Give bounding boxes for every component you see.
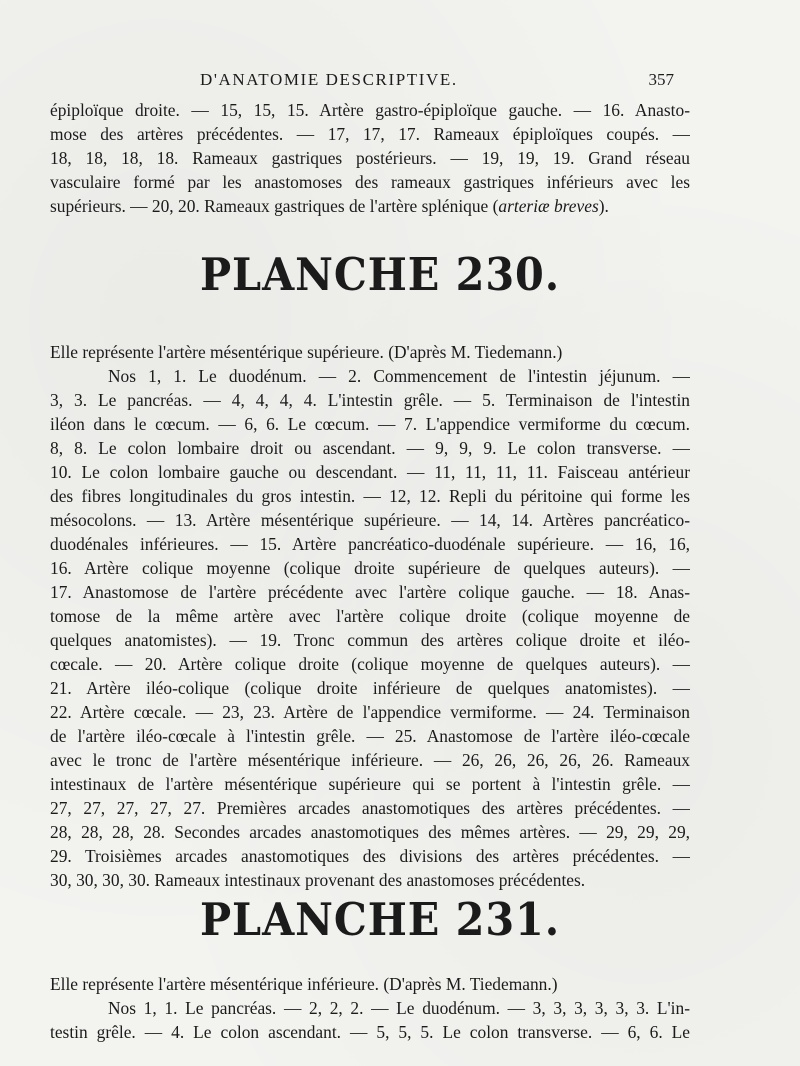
plate-230-line: iléon dans le cœcum. — 6, 6. Le cœcum. — 7. L'appendice vermiforme du cœcum.	[50, 414, 690, 434]
plate-230-heading: PLANCHE 230.	[200, 248, 561, 301]
plate-230-intro: Elle représente l'artère mésentérique supérieure. (D'après M. Tiedemann.)	[50, 342, 563, 362]
plate-230-line: 10. Le colon lombaire gauche ou descendant. — 11, 11, 11, 11. Faisceau antérieur	[50, 462, 690, 482]
plate-230-line: duodénales inférieures. — 15. Artère pancréatico-duodénale supérieure. — 16, 16,	[50, 534, 690, 554]
continuation-line: 18, 18, 18, 18. Rameaux gastriques postérieurs. — 19, 19, 19. Grand réseau	[50, 148, 690, 168]
plate-230-line: 3, 3. Le pancréas. — 4, 4, 4, 4. L'intestin grêle. — 5. Terminaison de l'intestin	[50, 390, 690, 410]
plate-230-line: intestinaux de l'artère mésentérique supérieure qui se portent à l'intestin grêle. —	[50, 774, 690, 794]
running-title: D'ANATOMIE DESCRIPTIVE.	[200, 70, 458, 89]
plate-230-line: de l'artère iléo-cœcale à l'intestin grêle. — 25. Anastomose de l'artère iléo-cœcale	[50, 726, 690, 746]
plate-230-line: 17. Anastomose de l'artère précédente avec l'artère colique gauche. — 18. Anas-	[50, 582, 690, 602]
plate-230-line: 22. Artère cœcale. — 23, 23. Artère de l'appendice vermiforme. — 24. Terminaison	[50, 702, 690, 722]
continuation-line: mose des artères précédentes. — 17, 17, 17. Rameaux épiploïques coupés. —	[50, 124, 690, 144]
continuation-last-prefix: supérieurs. — 20, 20. Rameaux gastriques de l'artère splénique (	[50, 196, 499, 216]
plate-230-line: mésocolons. — 13. Artère mésentérique supérieure. — 14, 14. Artères pancréatico-	[50, 510, 690, 530]
page-number: 357	[648, 70, 674, 89]
plate-230-line: avec le tronc de l'artère mésentérique inférieure. — 26, 26, 26, 26, 26. Rameaux	[50, 750, 690, 770]
continuation-line: vasculaire formé par les anastomoses des rameaux gastriques inférieurs avec les	[50, 172, 690, 192]
plate-230-line: 8, 8. Le colon lombaire droit ou ascendant. — 9, 9, 9. Le colon transverse. —	[50, 438, 690, 458]
plate-230-line: 27, 27, 27, 27, 27. Premières arcades anastomotiques des artères précédentes. —	[50, 798, 690, 818]
plate-230-line: 28, 28, 28, 28. Secondes arcades anastomotiques des mêmes artères. — 29, 29, 29,	[50, 822, 690, 842]
plate-230-line: cœcale. — 20. Artère colique droite (colique moyenne de quelques auteurs). —	[50, 654, 690, 674]
plate-230-line: 30, 30, 30, 30. Rameaux intestinaux provenant des anastomoses précédentes.	[50, 870, 586, 890]
plate-230-line: 16. Artère colique moyenne (colique droite supérieure de quelques auteurs). —	[50, 558, 690, 578]
plate-231-intro: Elle représente l'artère mésentérique inférieure. (D'après M. Tiedemann.)	[50, 974, 558, 994]
plate-230-line: 29. Troisièmes arcades anastomotiques des divisions des artères précédentes. —	[50, 846, 690, 866]
plate-230-line: 21. Artère iléo-colique (colique droite inférieure de quelques anatomistes). —	[50, 678, 690, 698]
continuation-last-line	[50, 194, 690, 218]
plate-230-line: des fibres longitudinales du gros intestin. — 12, 12. Repli du péritoine qui forme les	[50, 486, 690, 506]
plate-231-heading: PLANCHE 231.	[200, 893, 561, 946]
plate-230-line: tomose de la même artère avec l'artère colique droite (colique moyenne de	[50, 606, 690, 626]
running-header	[190, 70, 690, 94]
plate-230-line: Nos 1, 1. Le duodénum. — 2. Commencement de l'intestin jéjunum. —	[108, 366, 690, 386]
continuation-line: épiploïque droite. — 15, 15, 15. Artère gastro-épiploïque gauche. — 16. Anasto-	[50, 100, 690, 120]
plate-231-line: Nos 1, 1. Le pancréas. — 2, 2, 2. — Le duodénum. — 3, 3, 3, 3, 3, 3. L'in-	[108, 998, 690, 1018]
continuation-last-italic: arteriæ breves	[498, 196, 599, 216]
continuation-last-suffix: ).	[598, 196, 609, 216]
plate-231-line: testin grêle. — 4. Le colon ascendant. — 5, 5, 5. Le colon transverse. — 6, 6. Le	[50, 1022, 690, 1042]
plate-230-line: quelques anatomistes). — 19. Tronc commun des artères colique droite et iléo-	[50, 630, 690, 650]
